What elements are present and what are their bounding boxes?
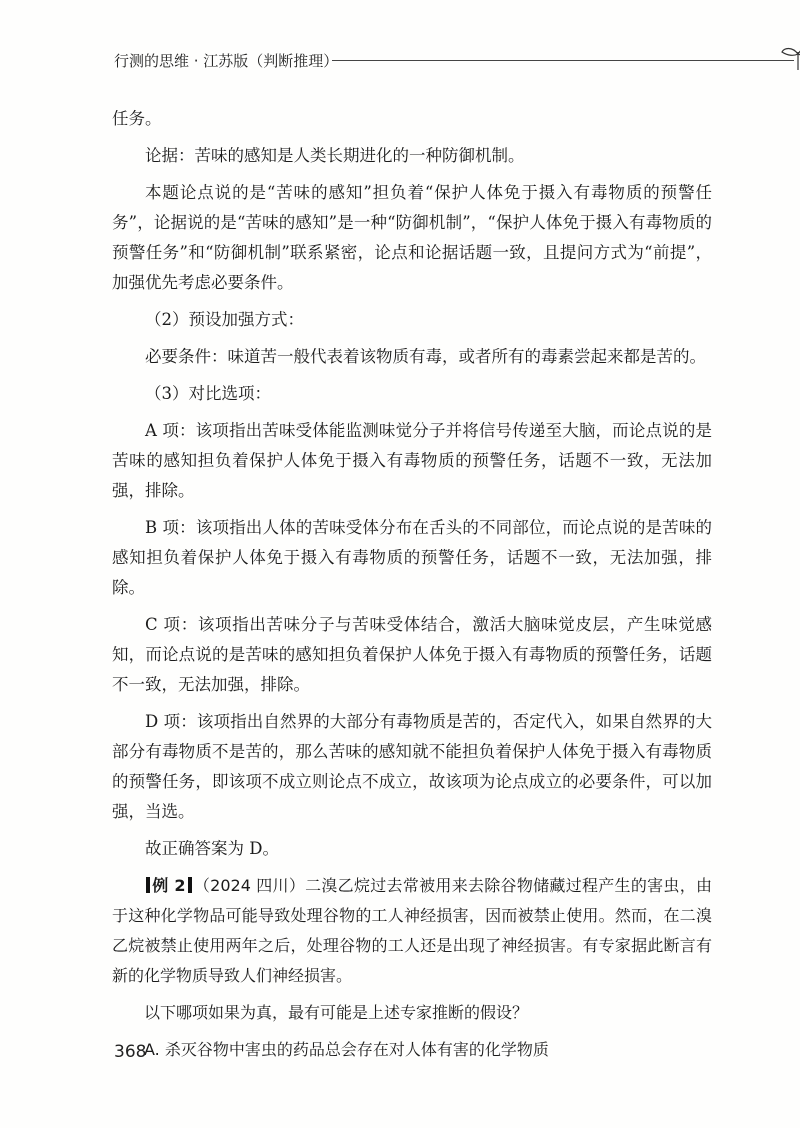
paragraph-argument: 论据：苦味的感知是人类长期进化的一种防御机制。	[145, 146, 525, 165]
example-question	[112, 871, 712, 991]
paragraph-continuation: 任务。	[112, 109, 162, 128]
header-rule	[332, 60, 794, 61]
paragraph-option-d: D 项：该项指出自然界的大部分有毒物质是苦的，否定代入，如果自然界的大部分有毒物质不是苦的，那么苦味的感知就不能担负着保护人体免于摄入有毒物质的预警任务，即该项不成立则论点不成立，故该项为论点成立的必要条件，可以加强，当选。	[112, 712, 712, 821]
example-source: （2024 四川）	[193, 876, 306, 895]
paragraph-step-3: （3）对比选项：	[145, 384, 271, 403]
page-number: 368	[114, 1042, 147, 1062]
paragraph-option-a: A 项：该项指出苦味受体能监测味觉分子并将信号传递至大脑，而论点说的是苦味的感知担负着保护人体免于摄入有毒物质的预警任务，话题不一致，无法加强，排除。	[112, 421, 712, 500]
bar-right-icon	[188, 877, 192, 893]
bar-left-icon	[146, 877, 150, 893]
header-title: 行测的思维 · 江苏版（判断推理）	[114, 52, 339, 70]
example-option-a: A. 杀灭谷物中害虫的药品总会存在对人体有害的化学物质	[144, 1040, 549, 1059]
running-header	[114, 44, 714, 76]
paragraph-option-c: C 项：该项指出苦味分子与苦味受体结合，激活大脑味觉皮层，产生味觉感知，而论点说的是苦味的感知担负着保护人体免于摄入有毒物质的预警任务，话题不一致，无法加强，排除。	[112, 615, 712, 694]
paragraph-necessary-condition: 必要条件：味道苦一般代表着该物质有毒，或者所有的毒素尝起来都是苦的。	[145, 347, 706, 366]
paragraph-step-2: （2）预设加强方式：	[145, 310, 304, 329]
sprout-icon	[778, 42, 800, 72]
paragraph-analysis: 本题论点说的是“苦味的感知”担负着“保护人体免于摄入有毒物质的预警任务”，论据说的是“苦味的感知”是一种“防御机制”，“保护人体免于摄入有毒物质的预警任务”和“防御机制”联系紧密，论点和论据话题一致，且提问方式为“前提”，加强优先考虑必要条件。	[112, 183, 712, 292]
paragraph-option-b: B 项：该项指出人体的苦味受体分布在舌头的不同部位，而论点说的是苦味的感知担负着保护人体免于摄入有毒物质的预警任务，话题不一致，无法加强，排除。	[112, 518, 712, 597]
example-text: 二溴乙烷过去常被用来去除谷物储藏过程产生的害虫，由于这种化学物品可能导致处理谷物的工人神经损害，因而被禁止使用。然而，在二溴乙烷被禁止使用两年之后，处理谷物的工人还是出现了神经损害。有专家据此断言有新的化学物质导致人们神经损害。	[112, 876, 712, 985]
body-text	[112, 104, 712, 1072]
example-tag: 例 2	[152, 876, 186, 895]
example-prompt: 以下哪项如果为真，最有可能是上述专家推断的假设？	[144, 1003, 529, 1022]
paragraph-answer: 故正确答案为 D。	[145, 839, 279, 858]
